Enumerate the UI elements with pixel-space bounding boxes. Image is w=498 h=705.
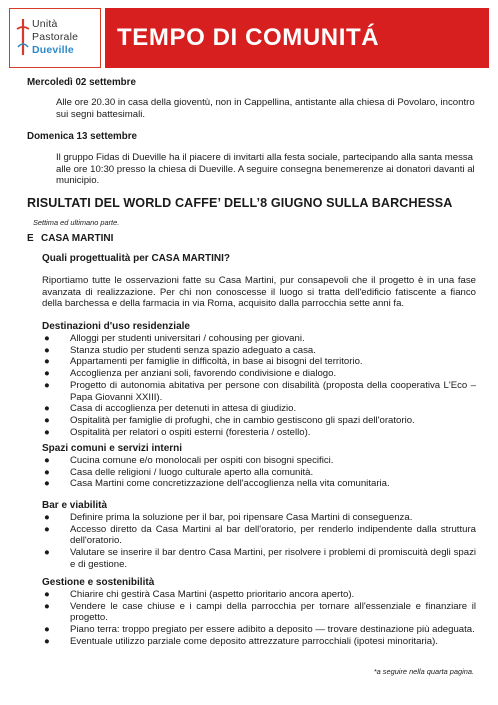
- section-title: CASA MARTINI: [41, 233, 114, 244]
- article-note: Settima ed ultimano parte.: [33, 218, 120, 227]
- bullet-icon: ●: [44, 333, 50, 344]
- bullet-icon: ●: [44, 512, 50, 523]
- list-item: ● Appartamenti per famiglie in difficoltà, in base ai bisogni del territorio.: [44, 356, 363, 368]
- announcement-text: Il gruppo Fidas di Dueville ha il piacere di invitarti alla festa sociale, partecipando alla santa messa alle ore 10:30 presso la chiesa di Dueville. A seguire consegna benemerenze ai donatori davanti al municipio.: [56, 152, 475, 187]
- parish-logo: [9, 8, 101, 68]
- bullet-icon: ●: [44, 368, 50, 380]
- page-title: TEMPO DI COMUNITÁ: [117, 24, 380, 52]
- bullet-icon: ●: [44, 455, 50, 466]
- bullet-icon: ●: [44, 547, 50, 559]
- list-item: ● Chiarire chi gestirà Casa Martini (aspetto prioritario ancora aperto).: [44, 589, 355, 600]
- bullet-icon: ●: [44, 478, 50, 490]
- bullet-icon: ●: [44, 523, 50, 535]
- page-header: [9, 8, 489, 68]
- list-item: ● Casa di accoglienza per detenuti in attesa di giudizio.: [44, 403, 297, 415]
- list-item: ● Casa delle religioni / luogo culturale aperto alla comunità.: [44, 466, 314, 478]
- list-item: ● Valutare se inserire il bar dentro Casa Martini, per risolvere i problemi di promiscuità degli spazi e di gestione.: [44, 547, 476, 570]
- list-item: ● Vendere le case chiuse e i campi della parrocchia per tornare all'essenziale e finanziare il progetto.: [44, 600, 476, 624]
- logo-text-line2: Pastorale: [32, 31, 79, 43]
- bullet-icon: ●: [44, 589, 50, 600]
- list-item: ● Piano terra: troppo pregiato per essere adibito a deposito — trovare destinazione più adeguata.: [44, 624, 475, 636]
- logo-text-line1: Unità: [32, 18, 58, 30]
- announcement-date: Domenica 13 settembre: [27, 131, 137, 142]
- group-title: Bar e viabilità: [42, 500, 108, 511]
- list-item: ● Alloggi per studenti universitari / cohousing per giovani.: [44, 333, 305, 344]
- group-title: Destinazioni d'uso residenziale: [42, 321, 190, 332]
- list-item: ● Definire prima la soluzione per il bar, poi ripensare Casa Martini di conseguenza.: [44, 512, 413, 523]
- bullet-icon: ●: [44, 414, 50, 426]
- list-item: ● Ospitalità per relatori o ospiti esterni (foresteria / ostello).: [44, 426, 311, 438]
- bullet-icon: ●: [44, 466, 50, 478]
- announcement-date: Mercoledì 02 settembre: [27, 77, 136, 88]
- bullet-icon: ●: [44, 379, 50, 391]
- cross-logo-icon: [16, 17, 30, 57]
- group-title: Spazi comuni e servizi interni: [42, 443, 183, 454]
- section-question: Quali progettualità per CASA MARTINI?: [42, 253, 230, 264]
- list-item: ● Cucina comune e/o monolocali per ospiti con bisogni specifici.: [44, 455, 334, 466]
- footnote: *a seguire nella quarta pagina.: [373, 667, 474, 676]
- list-item: ● Stanza studio per studenti senza spazio adeguato a casa.: [44, 344, 316, 356]
- bullet-icon: ●: [44, 344, 50, 356]
- bullet-list: [42, 333, 476, 438]
- list-item: ● Accoglienza per anziani soli, favorendo condivisione e dialogo.: [44, 368, 337, 380]
- bullet-icon: ●: [44, 624, 50, 636]
- group-title: Gestione e sostenibilità: [42, 577, 155, 588]
- bullet-list: [42, 512, 476, 571]
- logo-text-line3: Dueville: [32, 44, 74, 56]
- announcement-text: Alle ore 20.30 in casa della gioventù, non in Cappellina, antistante alla chiesa di Povolaro, incontro sui segni battesimali.: [56, 97, 475, 120]
- bullet-icon: ●: [44, 403, 50, 415]
- title-banner: [105, 8, 489, 68]
- bullet-list: [42, 589, 476, 648]
- bullet-icon: ●: [44, 426, 50, 438]
- list-item: ● Ospitalità per famiglie di profughi, che in cambio gestiscono gli spazi dell'oratorio.: [44, 414, 415, 426]
- article-title: RISULTATI DEL WORLD CAFFE’ DELL’8 GIUGNO SULLA BARCHESSA: [27, 196, 453, 210]
- list-item: ● Casa Martini come concretizzazione dell'accoglienza nella vita comunitaria.: [44, 478, 390, 490]
- intro-paragraph: Riportiamo tutte le osservazioni fatte su Casa Martini, pur consapevoli che il progetto è in una fase avanzata di realizzazione. Per chi non conoscesse il luogo si tratta dell'edificio fatiscente a fianco della barchessa e della farmacia in via Roma, acquisito dalla parrocchia sette anni fa.: [42, 275, 476, 310]
- bullet-icon: ●: [44, 600, 50, 612]
- list-item: ● Progetto di autonomia abitativa per persone con disabilità (proposta della cooperativa L'Eco – Papa Giovanni XXIII).: [44, 379, 476, 403]
- section-letter: E: [27, 233, 34, 244]
- bullet-icon: ●: [44, 356, 50, 368]
- list-item: ● Eventuale utilizzo parziale come deposito attrezzature parrocchiali (ipotesi minoritaria).: [44, 635, 438, 647]
- list-item: ● Accesso diretto da Casa Martini al bar dell'oratorio, per renderlo indipendente dalla struttura dell'oratorio.: [44, 523, 476, 547]
- bullet-list: [42, 455, 476, 490]
- section-heading: [27, 233, 113, 245]
- bullet-icon: ●: [44, 635, 50, 647]
